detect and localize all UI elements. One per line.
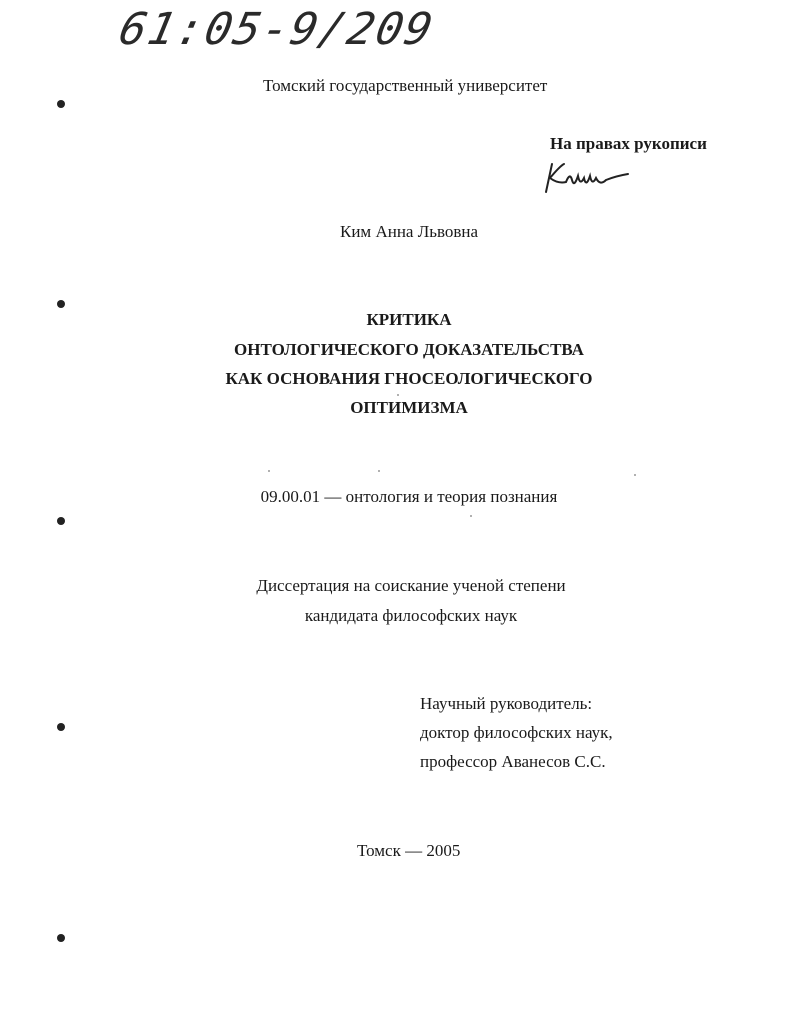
- dissertation-line-2: кандидата философских наук: [304, 606, 518, 625]
- binding-hole: [57, 100, 65, 108]
- binding-hole: [57, 723, 65, 731]
- binding-hole: [57, 517, 65, 525]
- scan-speck: [470, 515, 472, 517]
- scan-speck: [268, 470, 270, 472]
- supervisor-degree: доктор философских наук,: [420, 723, 613, 742]
- city-year: Томск — 2005: [357, 841, 461, 860]
- binding-hole: [57, 300, 65, 308]
- university-name: Томский государственный университет: [263, 76, 548, 95]
- title-line-1: КРИТИКА: [366, 310, 452, 329]
- scan-speck: [378, 470, 380, 472]
- supervisor-label: Научный руководитель:: [420, 694, 593, 713]
- title-line-3: КАК ОСНОВАНИЯ ГНОСЕОЛОГИЧЕСКОГО: [225, 369, 593, 388]
- author-name: Ким Анна Львовна: [340, 222, 479, 241]
- manuscript-rights: На правах рукописи: [550, 134, 707, 153]
- dissertation-line-1: Диссертация на соискание ученой степени: [256, 576, 566, 595]
- handwritten-catalog-number: 61:05-9/209: [114, 4, 439, 55]
- specialty-code: 09.00.01 — онтология и теория познания: [260, 487, 558, 506]
- title-line-2: ОНТОЛОГИЧЕСКОГО ДОКАЗАТЕЛЬСТВА: [234, 340, 584, 359]
- title-line-4: ОПТИМИЗМА: [350, 398, 468, 417]
- scan-speck: [634, 474, 636, 476]
- author-signature: [536, 158, 636, 196]
- supervisor-name: профессор Аванесов С.С.: [420, 752, 606, 771]
- binding-hole: [57, 934, 65, 942]
- scan-speck: [397, 394, 399, 396]
